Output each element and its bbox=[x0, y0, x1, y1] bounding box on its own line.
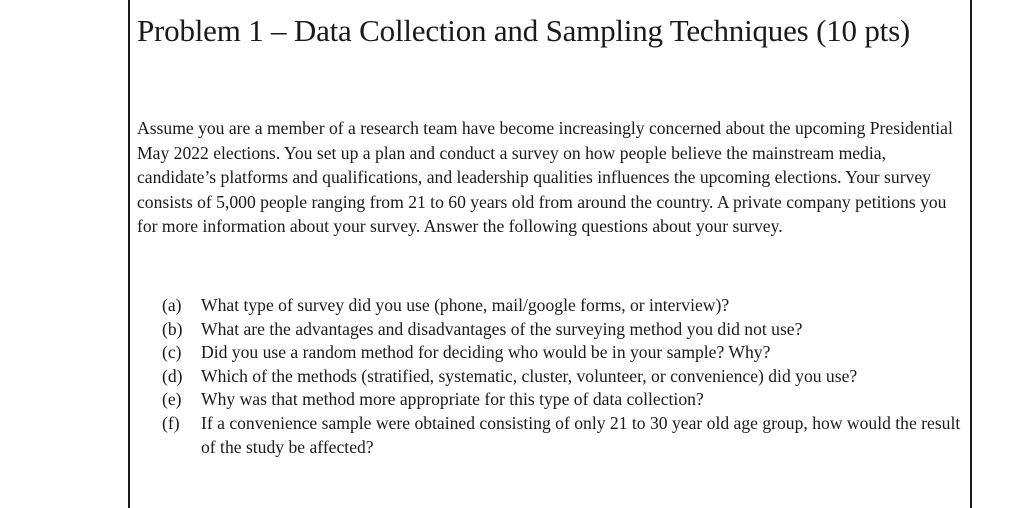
problem-paragraph: Assume you are a member of a research team have become increasingly concerned about the upcoming Presidential May 2022 elections. You set up a plan and conduct a survey on how people believe the mainstream media, candidate’s platforms and qualifications, and leadership qualities influences the upcoming elections. Your survey consists of 5,000 people ranging from 21 to 60 years old from around the country. A private company petitions you for more information about your survey. Answer the following questions about your survey. bbox=[137, 118, 953, 237]
problem-title: Problem 1 – Data Collection and Sampling Techniques (10 pts) bbox=[137, 13, 911, 48]
question-text: What type of survey did you use (phone, mail/google forms, or interview)? bbox=[201, 295, 730, 315]
question-text: Why was that method more appropriate for this type of data collection? bbox=[201, 389, 704, 410]
question-item bbox=[162, 294, 967, 318]
question-text: What are the advantages and disadvantages of the surveying method you did not use? bbox=[201, 318, 803, 339]
question-item bbox=[162, 388, 967, 412]
question-item bbox=[162, 341, 967, 365]
question-marker: (f) bbox=[162, 412, 180, 433]
question-marker: (e) bbox=[162, 389, 182, 410]
question-marker: (c) bbox=[162, 342, 182, 363]
question-item bbox=[162, 412, 967, 459]
question-item bbox=[162, 318, 967, 342]
question-text: Did you use a random method for deciding who would be in your sample? Why? bbox=[201, 342, 771, 363]
question-list bbox=[162, 294, 967, 459]
question-marker: (b) bbox=[162, 318, 183, 339]
question-text: Which of the methods (stratified, systematic, cluster, volunteer, or convenience) did you use? bbox=[201, 365, 858, 386]
question-marker: (a) bbox=[162, 295, 182, 315]
question-marker: (d) bbox=[162, 365, 183, 386]
question-item bbox=[162, 365, 967, 389]
question-text: If a convenience sample were obtained consisting of only 21 to 30 year old age group, how would the result of the study be affected? bbox=[201, 412, 961, 457]
